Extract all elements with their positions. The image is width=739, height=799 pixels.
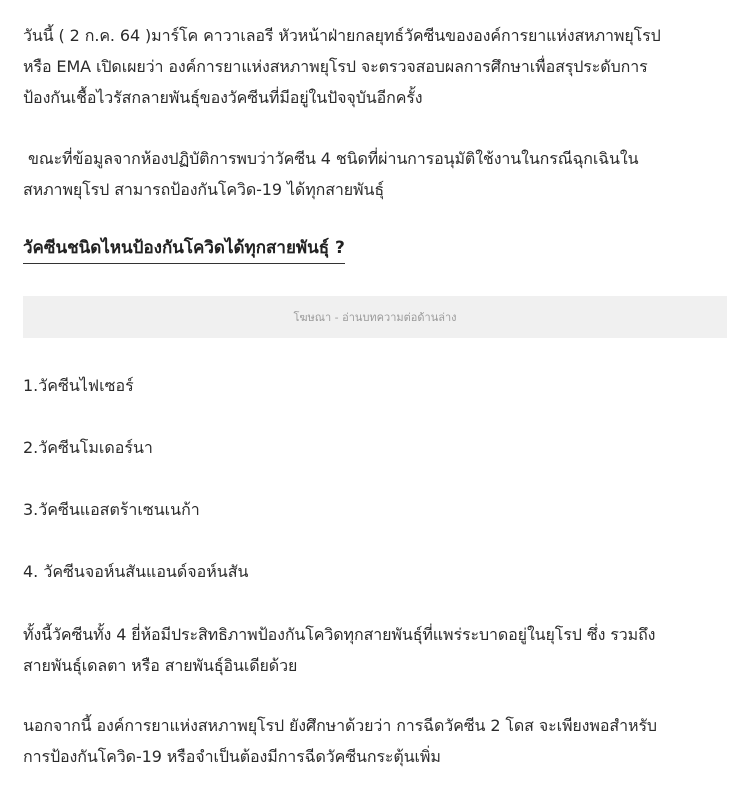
- list-item: 2.วัคซีนโมเดอร์นา: [23, 438, 153, 457]
- list-item: 1.วัคซีนไฟเซอร์: [23, 376, 134, 395]
- list-item: 3.วัคซีนแอสตร้าเซนเนก้า: [23, 500, 200, 519]
- booster-line-2: การป้องกันโควิด-19 หรือจำเป็นต้องมีการฉีดวัคซีนกระตุ้นเพิ่ม: [23, 747, 441, 766]
- booster-paragraph: [23, 710, 727, 772]
- lab-data-paragraph: [23, 143, 727, 205]
- intro-paragraph: [23, 20, 727, 113]
- intro-line-2: หรือ EMA เปิดเผยว่า องค์การยาแห่งสหภาพยุโรป จะตรวจสอบผลการศึกษาเพื่อสรุประดับการ: [23, 57, 648, 76]
- list-item: 4. วัคซีนจอห์นสันแอนด์จอห์นสัน: [23, 562, 249, 581]
- intro-line-1: วันนี้ ( 2 ก.ค. 64 )มาร์โค คาวาเลอรี หัวหน้าฝ่ายกลยุทธ์วัคซีนขององค์การยาแห่งสหภาพยุโรป: [23, 26, 661, 45]
- efficacy-line-2: สายพันธุ์เดลตา หรือ สายพันธุ์อินเดียด้วย: [23, 656, 298, 675]
- lab-data-line-1: ขณะที่ข้อมูลจากห้องปฏิบัติการพบว่าวัคซีน 4 ชนิดที่ผ่านการอนุมัติใช้งานในกรณีฉุกเฉินใน: [23, 149, 639, 168]
- intro-line-3: ป้องกันเชื้อไวรัสกลายพันธุ์ของวัคซีนที่มีอยู่ในปัจจุบันอีกครั้ง: [23, 88, 423, 107]
- section-heading: วัคซีนชนิดไหนป้องกันโควิดได้ทุกสายพันธุ์ ?: [23, 233, 345, 264]
- booster-line-1: นอกจากนี้ องค์การยาแห่งสหภาพยุโรป ยังศึกษาด้วยว่า การฉีดวัคซีน 2 โดส จะเพียงพอสำหรับ: [23, 716, 657, 735]
- advertisement-placeholder[interactable]: [23, 296, 727, 338]
- lab-data-line-2: สหภาพยุโรป สามารถป้องกันโควิด-19 ได้ทุกสายพันธุ์: [23, 180, 384, 199]
- efficacy-paragraph: [23, 619, 727, 681]
- efficacy-line-1: ทั้งนี้วัคซีนทั้ง 4 ยี่ห้อมีประสิทธิภาพป้องกันโควิดทุกสายพันธุ์ที่แพร่ระบาดอยู่ในยุโรป ซึ่ง รวมถึง: [23, 625, 656, 644]
- ad-label: โฆษณา - อ่านบทความต่อด้านล่าง: [293, 311, 457, 324]
